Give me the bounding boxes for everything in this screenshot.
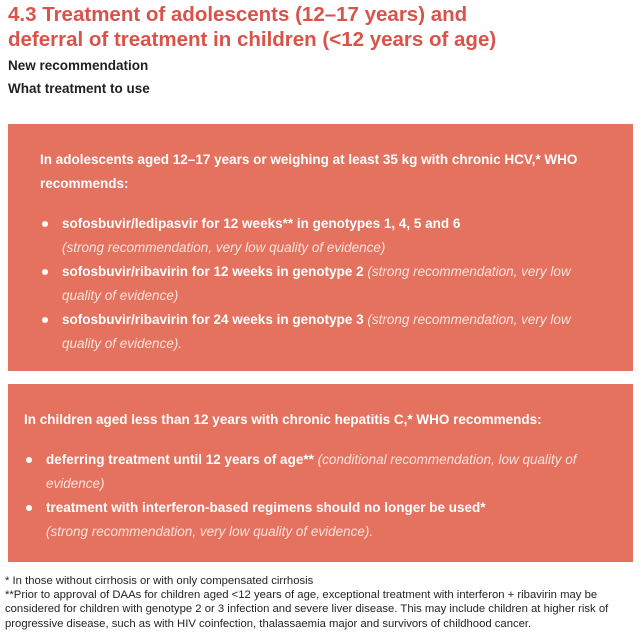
evidence-note: (strong recommendation, very low quality of evidence). [62, 312, 571, 351]
list-item [24, 448, 611, 496]
evidence-note: (conditional recommendation, low quality of evidence) [46, 452, 577, 491]
section-heading-line-1: 4.3 Treatment of adolescents (12–17 years) and [8, 3, 468, 26]
adolescents-list [40, 212, 611, 356]
evidence-note: (strong recommendation, very low quality of evidence) [62, 264, 571, 303]
list-item [40, 308, 611, 356]
list-item [40, 212, 611, 260]
evidence-note: (strong recommendation, very low quality of evidence) [62, 240, 386, 255]
adolescents-intro: In adolescents aged 12–17 years or weighing at least 35 kg with chronic HCV,* WHO recommends: [40, 152, 578, 191]
adolescents-recommendation-box [8, 124, 633, 371]
children-list [24, 448, 611, 544]
subheading-what-treatment: What treatment to use [8, 81, 150, 96]
list-item [24, 496, 611, 544]
section-heading-line-2: deferral of treatment in children (<12 years of age) [8, 28, 497, 51]
footnote-daa-approval: **Prior to approval of DAAs for children aged <12 years of age, exceptional treatment with interferon + ribavirin may be considered for children with genotype 2 or 3 infection and severe liver disease. This may include children at higher risk of progressive disease, such as with HIV coinfection, thalassaemia major and survivors of childhood cancer. [5, 589, 609, 630]
list-item-text: sofosbuvir/ribavirin for 12 weeks in genotype 2 [62, 264, 364, 279]
list-item-text: sofosbuvir/ribavirin for 24 weeks in genotype 3 [62, 312, 364, 327]
list-item-text: treatment with interferon-based regimens should no longer be used* [46, 500, 486, 515]
subheading-new-recommendation: New recommendation [8, 58, 149, 73]
list-item [40, 260, 611, 308]
evidence-note: (strong recommendation, very low quality of evidence). [46, 524, 374, 539]
list-item-text: sofosbuvir/ledipasvir for 12 weeks** in genotypes 1, 4, 5 and 6 [62, 216, 461, 231]
footnote-cirrhosis: * In those without cirrhosis or with only compensated cirrhosis [5, 575, 314, 587]
section-heading [8, 2, 633, 52]
children-intro: In children aged less than 12 years with chronic hepatitis C,* WHO recommends: [24, 412, 542, 427]
footnotes [5, 574, 637, 631]
children-recommendation-box [8, 384, 633, 562]
list-item-text: deferring treatment until 12 years of age** [46, 452, 314, 467]
